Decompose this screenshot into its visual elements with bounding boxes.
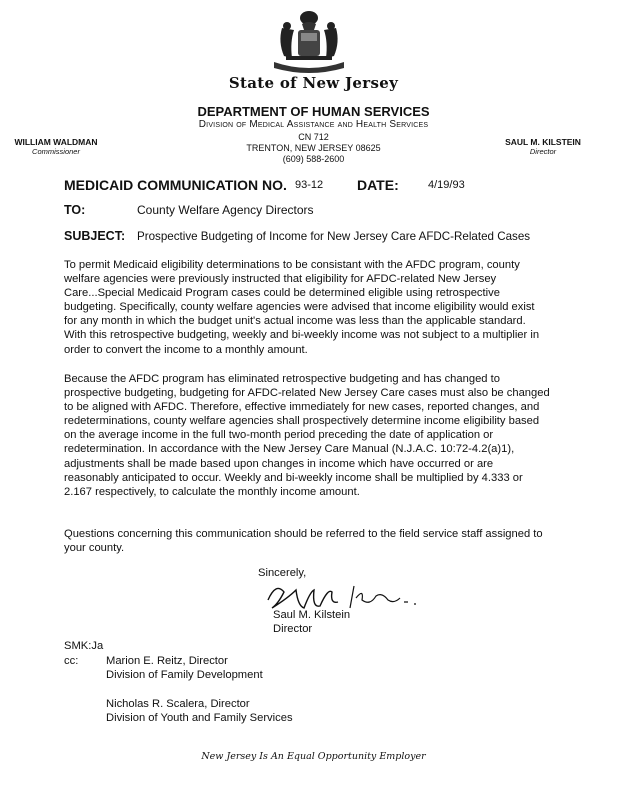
date-label: DATE: xyxy=(357,177,399,193)
address-city: TRENTON, NEW JERSEY 08625 xyxy=(246,143,381,153)
director-block xyxy=(498,137,588,156)
address-cn: CN 712 xyxy=(298,132,329,142)
initials: SMK:Ja xyxy=(64,640,104,652)
cc1-division: Division of Family Development xyxy=(106,669,263,682)
footer-eoe: New Jersey Is An Equal Opportunity Employer xyxy=(201,751,426,762)
cc2-name: Nicholas R. Scalera, Director xyxy=(106,698,250,710)
cc2-division: Division of Youth and Family Services xyxy=(106,712,293,725)
communication-label: MEDICAID COMMUNICATION NO. xyxy=(64,177,287,193)
cc-label: cc: xyxy=(64,655,79,667)
division-name: Division of Medical Assistance and Health Services xyxy=(198,119,429,130)
subject-value: Prospective Budgeting of Income for New Jersey Care AFDC-Related Cases xyxy=(137,230,531,243)
date-value: 4/19/93 xyxy=(428,179,465,191)
state-name: State of New Jersey xyxy=(228,74,399,92)
commissioner-block xyxy=(14,137,98,156)
to-value: County Welfare Agency Directors xyxy=(137,203,314,217)
body-paragraph-1: To permit Medicaid eligibility determinations to be consistant with the AFDC program, county welfare agencies were previously instructed that eligibility for AFDC-related New Jersey Care...Special Medicaid Program cases could be determined eligible using retrospective budgeting. Specifically, county welfare agencies were advised that income eligibility would exist for any month in which the budget unit's actual income was less than the applicable standard. With this retrospective budgeting, weekly and bi-weekly income was not subject to a multiplier in order to convert the income to a monthly amount. xyxy=(64,259,540,356)
to-label: TO: xyxy=(64,203,86,217)
director-title: Director xyxy=(529,147,557,156)
closing-title: Director xyxy=(273,623,313,635)
subject-label: SUBJECT: xyxy=(64,229,126,243)
commissioner-title: Commissioner xyxy=(32,147,80,156)
closing-block xyxy=(273,608,350,636)
director-name: SAUL M. KILSTEIN xyxy=(505,137,581,147)
cc-recipient-1 xyxy=(106,654,263,682)
state-seal-icon xyxy=(268,8,350,74)
cc-recipient-2 xyxy=(106,697,293,725)
body-paragraph-3: Questions concerning this communication should be referred to the field service staff assigned to your county. xyxy=(64,528,543,555)
body-paragraph-2: Because the AFDC program has eliminated retrospective budgeting and has changed to prospective budgeting, budgeting for AFDC-related New Jersey Care cases must also be changed to be aligned with AFDC. Therefore, effective immediately for new cases, reported changes, and redeterminations, county welfare agencies shall prospectively determine income eligibility based on the average income in the full two-month period preceding the date of application or redetermination. In accordance with the New Jersey Care Manual (N.J.A.C. 10:72-4.2(a)1), adjustments shall be made based upon changes in income which have occurred or are reasonably anticipated to occur. Weekly and bi-weekly income shall be multiplied by 4.333 or 2.167 respectively, to calculate the monthly income amount. xyxy=(64,373,550,498)
commissioner-name: WILLIAM WALDMAN xyxy=(14,137,98,147)
cc1-name: Marion E. Reitz, Director xyxy=(106,655,228,667)
closing-name: Saul M. Kilstein xyxy=(273,609,351,621)
department-name: DEPARTMENT OF HUMAN SERVICES xyxy=(197,104,430,119)
closing-sincerely: Sincerely, xyxy=(258,567,307,579)
communication-number: 93-12 xyxy=(295,179,324,191)
phone-number: (609) 588-2600 xyxy=(282,154,345,164)
